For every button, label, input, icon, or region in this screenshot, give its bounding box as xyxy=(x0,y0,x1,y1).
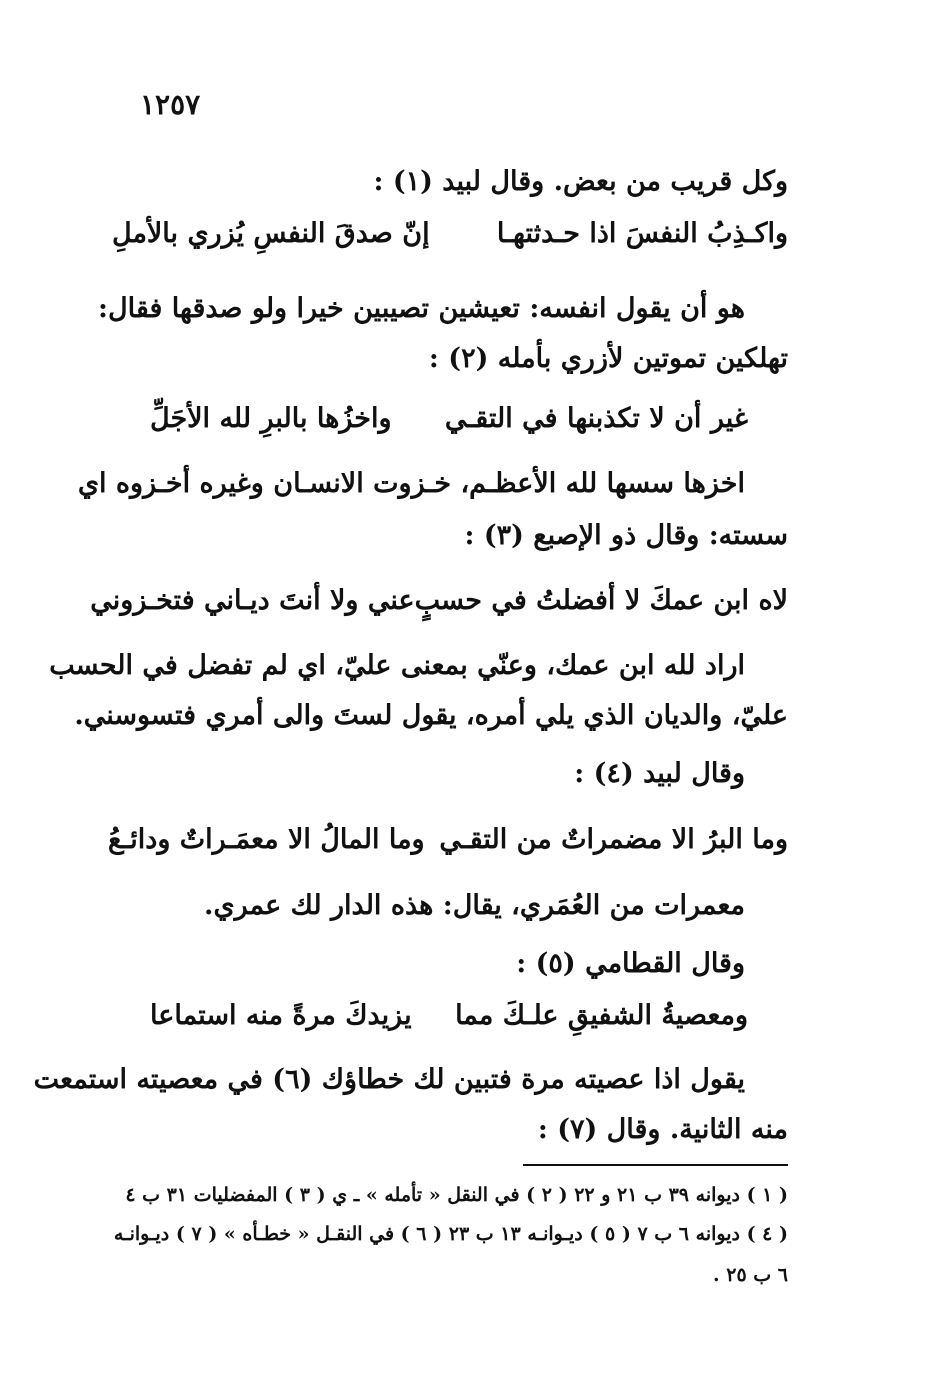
verse-hemistich-second: يزيدكَ مرةً منه استماعا xyxy=(150,1000,412,1031)
footnote-line: ٦ ب ٢٥ . xyxy=(713,1264,788,1286)
verse-line xyxy=(150,405,748,432)
footnote-line: ( ٤ ) ديوانه ٦ ب ٧ ( ٥ ) ديـوانـه ١٣ ب ٢٣ ( ٦ ) في النقـل « خطـأه » ( ٧ ) ديـوانـه xyxy=(113,1223,788,1245)
text-line: تهلكين تموتين لأزري بأمله (٢) : xyxy=(428,343,788,374)
text-line: وكل قريب من بعض. وقال لبيد (١) : xyxy=(373,166,788,197)
verse-line xyxy=(108,826,788,853)
verse-hemistich-first: ومعصيةُ الشفيقِ علـكَ مما xyxy=(455,1000,748,1031)
text-line: عليّ، والديان الذي يلي أمره، يقول لستَ والى أمري فتسوسني. xyxy=(74,700,788,731)
text-line: اراد لله ابن عمك، وعنّي بمعنى عليّ، اي لم تفضل في الحسب xyxy=(49,650,745,681)
verse-hemistich-second: واخزُها بالبرِ لله الأجَلِّ xyxy=(150,403,392,434)
verse-line xyxy=(90,585,788,616)
verse-hemistich-second: إنّ صدقَ النفسِ يُزري بالأملِ xyxy=(112,218,430,249)
text-line: يقول اذا عصيته مرة فتبين لك خطاؤك (٦) في معصيته استمعت xyxy=(33,1064,745,1095)
text-line: وقال لبيد (٤) : xyxy=(574,758,745,789)
verse-hemistich-first: غير أن لا تكذبنها في التقـي xyxy=(444,403,748,434)
text-line: معمرات من العُمَري، يقال: هذه الدار لك عمري. xyxy=(204,890,745,921)
verse-line xyxy=(150,1002,748,1029)
text-line: هو أن يقول انفسه: تعيشين تصيبين خيرا ولو صدقها فقال: xyxy=(98,293,745,324)
verse-line xyxy=(112,220,788,247)
text-line: سسته: وقال ذو الإصبع (٣) : xyxy=(464,520,788,551)
footnote-separator xyxy=(523,1164,788,1166)
text-line: اخزها سسها لله الأعظـم، خـزوت الانسـان وغيره أخـزوه اي xyxy=(77,468,745,499)
text-line: وقال القطامي (٥) : xyxy=(516,948,745,979)
text-line: منه الثانية. وقال (٧) : xyxy=(537,1114,788,1145)
verse-hemistich-first: لاه ابن عمكَ لا أفضلتُ في حسبٍ xyxy=(414,585,788,616)
verse-hemistich-second: وما المالُ الا معمَـراتٌ ودائـعُ xyxy=(108,824,425,855)
page-number: ١٢٥٧ xyxy=(140,88,201,121)
verse-hemistich-second: عني ولا أنتَ ديـاني فتخـزوني xyxy=(90,585,415,616)
verse-hemistich-first: واكـذِبُ النفسَ اذا حـدثتهـا xyxy=(496,218,788,249)
verse-hemistich-first: وما البرُ الا مضمراتٌ من التقـي xyxy=(439,824,788,855)
footnote-line: ( ١ ) ديوانه ٣٩ ب ٢١ و ٢٢ ( ٢ ) في النقل « تأمله » ـ ي ( ٣ ) المفضليات ٣١ ب ٤ xyxy=(125,1184,788,1206)
